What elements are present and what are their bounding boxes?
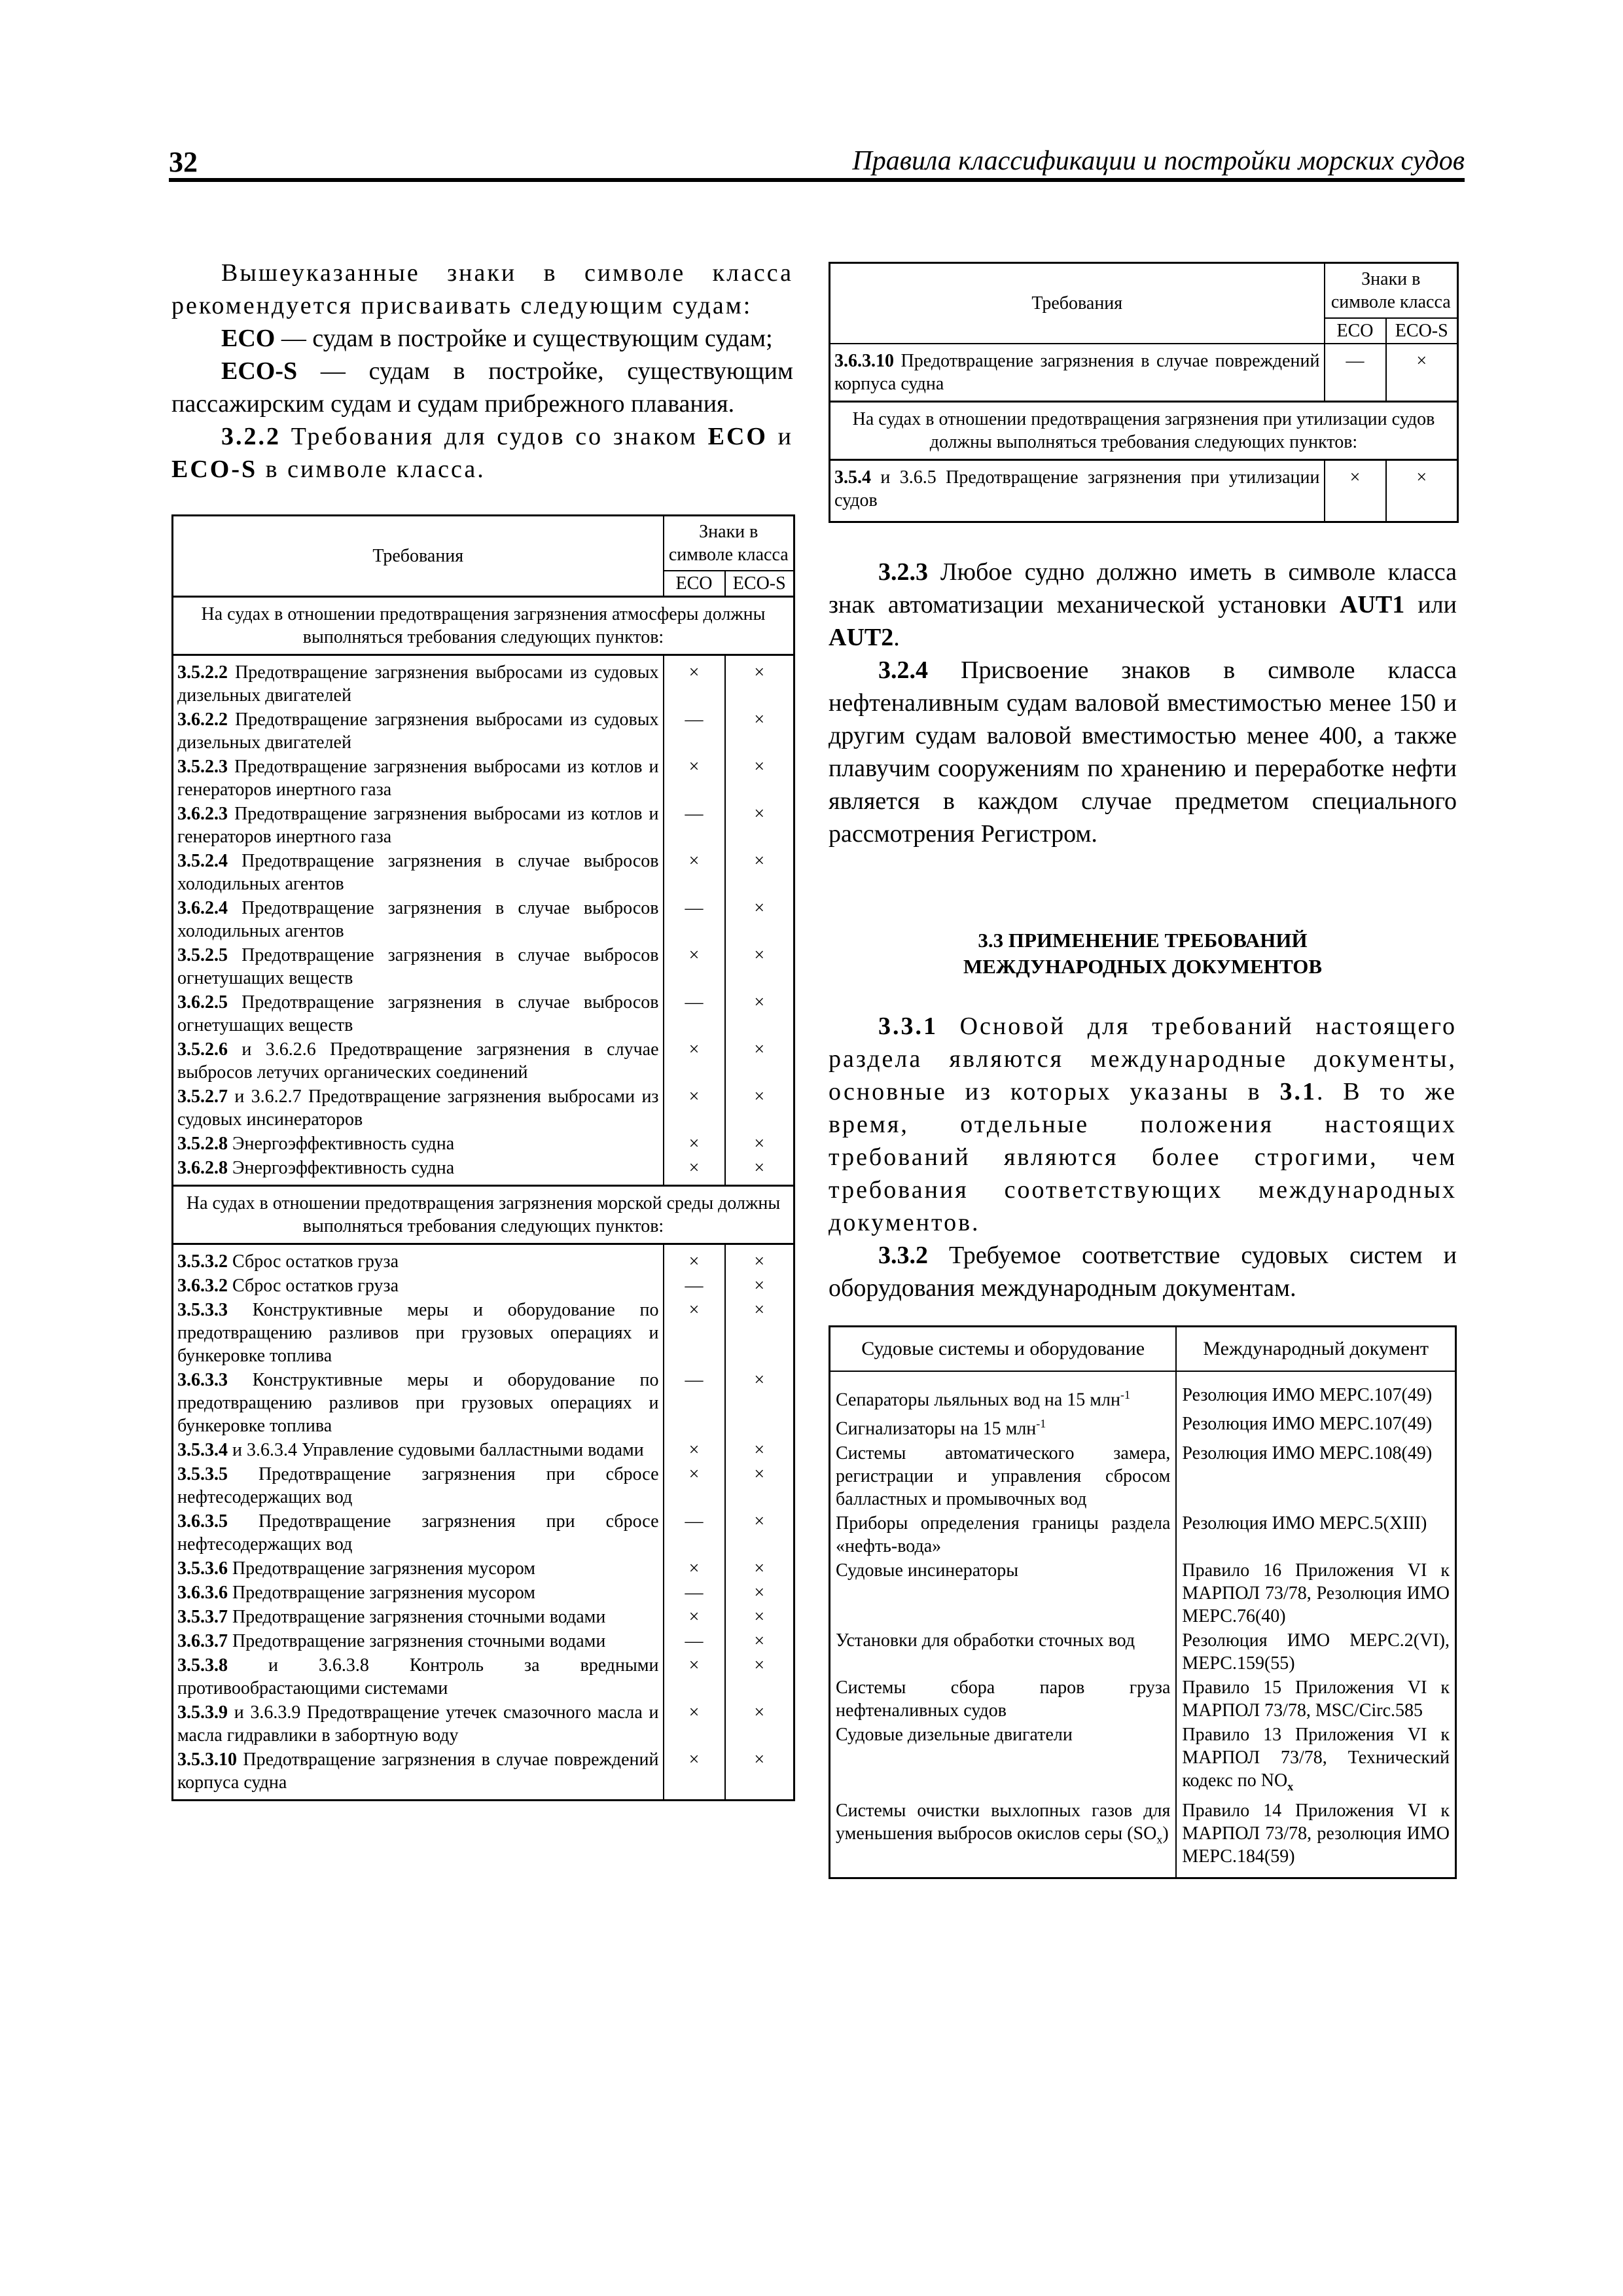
table-row [173,1462,794,1509]
international-document: Правило 15 Приложения VI к МАРПОЛ 73/78, MSC/Circ.585 [1176,1676,1455,1723]
table-row [173,849,794,896]
eco-mark: × [664,1156,725,1186]
requirement-text: 3.6.3.3 Конструктивные меры и оборудование по предотвращению разливов при грузовых операциях и бункеровке топлива [173,1368,664,1438]
ship-system: Судовые дизельные двигатели [830,1723,1177,1799]
ship-system: Системы автоматического замера, регистрации и управления сбросом балластных и промывочных вод [830,1441,1177,1511]
table-row [830,1676,1456,1723]
table-row [830,1371,1456,1412]
table-row [173,1700,794,1748]
requirement-text: 3.5.2.8 Энергоэффективность судна [173,1132,664,1156]
eco-mark: × [664,1037,725,1085]
eco-s-mark: × [725,1462,794,1509]
eco-s-mark: × [725,1244,794,1274]
group-marine-environment: На судах в отношении предотвращения загрязнения морской среды должны выполняться требования следующих пунктов: [173,1186,794,1244]
table-row [830,1723,1456,1799]
eco-mark: — [664,1368,725,1438]
table-row [173,943,794,990]
eco-mark: — [664,802,725,849]
eco-paragraph [171,322,793,355]
table-row [173,755,794,802]
eco-s-mark: × [725,1274,794,1298]
table-row [173,708,794,755]
eco-s-mark: × [725,1605,794,1629]
eco-mark: — [664,708,725,755]
requirements-table-2 [829,262,1459,523]
table-row [173,990,794,1037]
eco-text: — судам в постройке и существующим судам; [275,325,773,352]
requirement-text: 3.5.4 и 3.6.5 Предотвращение загрязнения при утилизации судов [830,460,1325,522]
header-international-document: Международный документ [1176,1327,1455,1372]
table-row [830,460,1458,522]
requirement-text: 3.5.3.7 Предотвращение загрязнения сточными водами [173,1605,664,1629]
requirement-text: 3.5.3.3 Конструктивные меры и оборудование по предотвращению разливов при грузовых операциях и бункеровке топлива [173,1298,664,1368]
ship-system: Сигнализаторы на 15 млн$^{-1}$ [830,1412,1177,1441]
eco-s-mark: × [725,802,794,849]
eco-mark: × [1325,460,1386,522]
eco-mark: — [664,1274,725,1298]
eco-s-mark: × [725,1085,794,1132]
eco-s-mark: × [1386,344,1458,402]
eco-mark: × [664,1653,725,1700]
table-row [173,1037,794,1085]
eco-mark: × [664,943,725,990]
group-atmosphere: На судах в отношении предотвращения загрязнения атмосферы должны выполняться требования следующих пунктов: [173,597,794,655]
page-number: 32 [169,146,198,178]
eco-mark: × [664,755,725,802]
ecos-text: — судам в постройке, существующим пассажирским судам и судам прибрежного плавания. [171,357,793,418]
eco-s-mark: × [725,1298,794,1368]
eco-mark: × [664,1438,725,1462]
eco-mark: × [664,655,725,708]
eco-mark: — [1325,344,1386,402]
eco-s-mark: × [725,1509,794,1556]
table-row [830,1558,1456,1628]
table-row [173,1438,794,1462]
table-row [830,1412,1456,1441]
eco-s-mark: × [725,755,794,802]
eco-mark: × [664,1298,725,1368]
eco-mark: — [664,896,725,943]
table-row [830,1799,1456,1878]
eco-s-mark: × [725,1438,794,1462]
table-row [830,344,1458,402]
eco-s-mark: × [725,1700,794,1748]
table-row [173,655,794,708]
requirement-text: 3.6.2.8 Энергоэффективность судна [173,1156,664,1186]
table-row [830,1511,1456,1558]
table-row [173,1132,794,1156]
eco-s-mark: × [725,1653,794,1700]
ecos-paragraph [171,355,793,420]
eco-mark: × [664,1462,725,1509]
eco-s-mark: × [725,1037,794,1085]
table-row [173,802,794,849]
table-row [173,1274,794,1298]
paragraph-3-2-3: 3.2.3 Любое судно должно иметь в символе класса знак автоматизации механической установки AUT1 или AUT2. [829,558,1457,651]
eco-s-mark: × [725,708,794,755]
requirement-text: 3.5.2.7 и 3.6.2.7 Предотвращение загрязнения выбросами из судовых инсинераторов [173,1085,664,1132]
eco-s-mark: × [725,655,794,708]
international-document: Резолюция ИМО МЕРС.5(XIII) [1176,1511,1455,1558]
table-row [173,1156,794,1186]
requirement-text: 3.5.3.5 Предотвращение загрязнения при сбросе нефтесодержащих вод [173,1462,664,1509]
table-row [173,1244,794,1274]
requirement-text: 3.6.2.3 Предотвращение загрязнения выбросами из котлов и генераторов инертного газа [173,802,664,849]
intro-paragraph: Вышеуказанные знаки в символе класса рекомендуется присваивать следующим судам: [171,259,793,319]
header-requirements: Требования [830,263,1325,344]
requirement-text: 3.6.3.10 Предотвращение загрязнения в случае повреждений корпуса судна [830,344,1325,402]
eco-mark: × [664,1132,725,1156]
eco-s-mark: × [725,849,794,896]
international-documents-table [829,1325,1457,1879]
eco-mark: — [664,1509,725,1556]
requirement-text: 3.5.3.2 Сброс остатков груза [173,1244,664,1274]
header-class-marks: Знаки в символе класса [664,516,794,571]
requirement-text: 3.5.3.4 и 3.6.3.4 Управление судовыми балластными водами [173,1438,664,1462]
eco-s-mark: × [725,896,794,943]
eco-mark: × [664,1085,725,1132]
table-row [173,1509,794,1556]
eco-mark: × [664,1700,725,1748]
requirement-text: 3.6.3.2 Сброс остатков груза [173,1274,664,1298]
eco-s-mark: × [725,1629,794,1653]
paragraph-3-3-2: 3.3.2 Требуемое соответствие судовых систем и оборудования международным документам. [829,1242,1457,1302]
requirement-text: 3.5.3.9 и 3.6.3.9 Предотвращение утечек смазочного масла и масла гидравлики в забортную воду [173,1700,664,1748]
table-row [173,1368,794,1438]
header-eco: ECO [664,571,725,597]
eco-mark: × [664,1605,725,1629]
requirement-text: 3.5.2.6 и 3.6.2.6 Предотвращение загрязнения в случае выбросов летучих органических соединений [173,1037,664,1085]
table-row [173,896,794,943]
requirements-table-1 [171,514,795,1801]
requirement-text: 3.6.2.5 Предотвращение загрязнения в случае выбросов огнетушащих веществ [173,990,664,1037]
header-eco-s: ECO-S [725,571,794,597]
requirement-text: 3.6.3.7 Предотвращение загрязнения сточными водами [173,1629,664,1653]
running-title: Правила классификации и постройки морских судов [852,146,1465,176]
eco-s-mark: × [725,1368,794,1438]
eco-s-mark: × [725,1556,794,1581]
header-eco: ECO [1325,318,1386,344]
ship-system: Сепараторы льяльных вод на 15 млн$^{-1}$ [830,1371,1177,1412]
ship-system: Судовые инсинераторы [830,1558,1177,1628]
international-document: Правило 16 Приложения VI к МАРПОЛ 73/78, Резолюция ИМО МЕРС.76(40) [1176,1558,1455,1628]
table-row [173,1629,794,1653]
table-row [173,1748,794,1801]
requirement-text: 3.6.3.6 Предотвращение загрязнения мусором [173,1581,664,1605]
requirement-text: 3.5.3.10 Предотвращение загрязнения в случае повреждений корпуса судна [173,1748,664,1801]
international-document: Резолюция ИМО МЕРС.107(49) [1176,1412,1455,1441]
table-row [173,1085,794,1132]
requirement-text: 3.6.2.4 Предотвращение загрязнения в случае выбросов холодильных агентов [173,896,664,943]
requirement-text: 3.5.3.6 Предотвращение загрязнения мусором [173,1556,664,1581]
international-document: Правило 14 Приложения VI к МАРПОЛ 73/78, резолюция ИМО МЕРС.184(59) [1176,1799,1455,1878]
eco-s-mark: × [725,990,794,1037]
page-header [169,145,1465,179]
ship-system: Системы очистки выхлопных газов для уменьшения выбросов окислов серы $(SO_x)$ [830,1799,1177,1878]
ship-system: Приборы определения границы раздела «нефть-вода» [830,1511,1177,1558]
paragraph-3-3-1: 3.3.1 Основой для требований настоящего раздела являются международные документы, основные из которых указаны в 3.1. В то же время, отдельные положения настоящих требований являются более строгими, чем требования соответствующих международных документов. [829,1013,1457,1236]
eco-mark: — [664,1629,725,1653]
ship-system: Установки для обработки сточных вод [830,1628,1177,1676]
eco-mark: × [664,849,725,896]
header-ship-systems: Судовые системы и оборудование [830,1327,1177,1372]
international-document: Резолюция ИМО МЕРС.107(49) [1176,1371,1455,1412]
eco-s-mark: × [725,943,794,990]
eco-mark: × [664,1748,725,1801]
international-document: Резолюция ИМО МЕРС.108(49) [1176,1441,1455,1511]
requirement-text: 3.6.2.2 Предотвращение загрязнения выбросами из судовых дизельных двигателей [173,708,664,755]
header-class-marks: Знаки в символе класса [1325,263,1458,319]
requirement-text: 3.5.2.5 Предотвращение загрязнения в случае выбросов огнетушащих веществ [173,943,664,990]
eco-s-mark: × [725,1581,794,1605]
section-title-line-1: 3.3 ПРИМЕНЕНИЕ ТРЕБОВАНИЙ [978,929,1308,952]
ship-system: Системы сбора паров груза нефтеналивных судов [830,1676,1177,1723]
right-column [829,262,1457,1879]
section-title-line-2: МЕЖДУНАРОДНЫХ ДОКУМЕНТОВ [963,955,1323,978]
left-column [171,257,793,1801]
table-row [173,1581,794,1605]
header-requirements: Требования [173,516,664,597]
eco-s-mark: × [725,1748,794,1801]
header-rule [169,178,1465,182]
eco-s-mark: × [725,1156,794,1186]
eco-s-mark: × [1386,460,1458,522]
ecos-code: ECO-S [221,357,298,385]
paragraph-3-2-4: 3.2.4 Присвоение знаков в символе класса нефтеналивным судам валовой вместимостью менее 150 и другим судам валовой вместимостью менее 400, а также плавучим сооружениям по хранению и переработке нефти является в каждом случае предметом специального рассмотрения Регистром. [829,656,1457,848]
eco-mark: — [664,1581,725,1605]
group-recycling: На судах в отношении предотвращения загрязнения при утилизации судов должны выполняться требования следующих пунктов: [830,402,1458,460]
header-eco-s: ECO-S [1386,318,1458,344]
eco-code: ECO [221,325,276,352]
heading-3-2-2: 3.2.2 Требования для судов со знаком ECO и ECO-S в символе класса. [171,423,793,483]
table-row [173,1298,794,1368]
requirement-text: 3.5.2.4 Предотвращение загрязнения в случае выбросов холодильных агентов [173,849,664,896]
eco-mark: × [664,1244,725,1274]
requirement-text: 3.5.3.8 и 3.6.3.8 Контроль за вредными противообрастающими системами [173,1653,664,1700]
requirement-text: 3.5.2.3 Предотвращение загрязнения выбросами из котлов и генераторов инертного газа [173,755,664,802]
table-row [830,1628,1456,1676]
table-row [173,1605,794,1629]
requirement-text: 3.6.3.5 Предотвращение загрязнения при сбросе нефтесодержащих вод [173,1509,664,1556]
table-row [173,1556,794,1581]
table-row [830,1441,1456,1511]
eco-s-mark: × [725,1132,794,1156]
international-document: Резолюция ИМО МЕРС.2(VI), МЕРС.159(55) [1176,1628,1455,1676]
international-document: Правило 13 Приложения VI к МАРПОЛ 73/78, Технический кодекс по $NO_x$ [1176,1723,1455,1799]
eco-mark: — [664,990,725,1037]
table-row [173,1653,794,1700]
eco-mark: × [664,1556,725,1581]
requirement-text: 3.5.2.2 Предотвращение загрязнения выбросами из судовых дизельных двигателей [173,655,664,708]
